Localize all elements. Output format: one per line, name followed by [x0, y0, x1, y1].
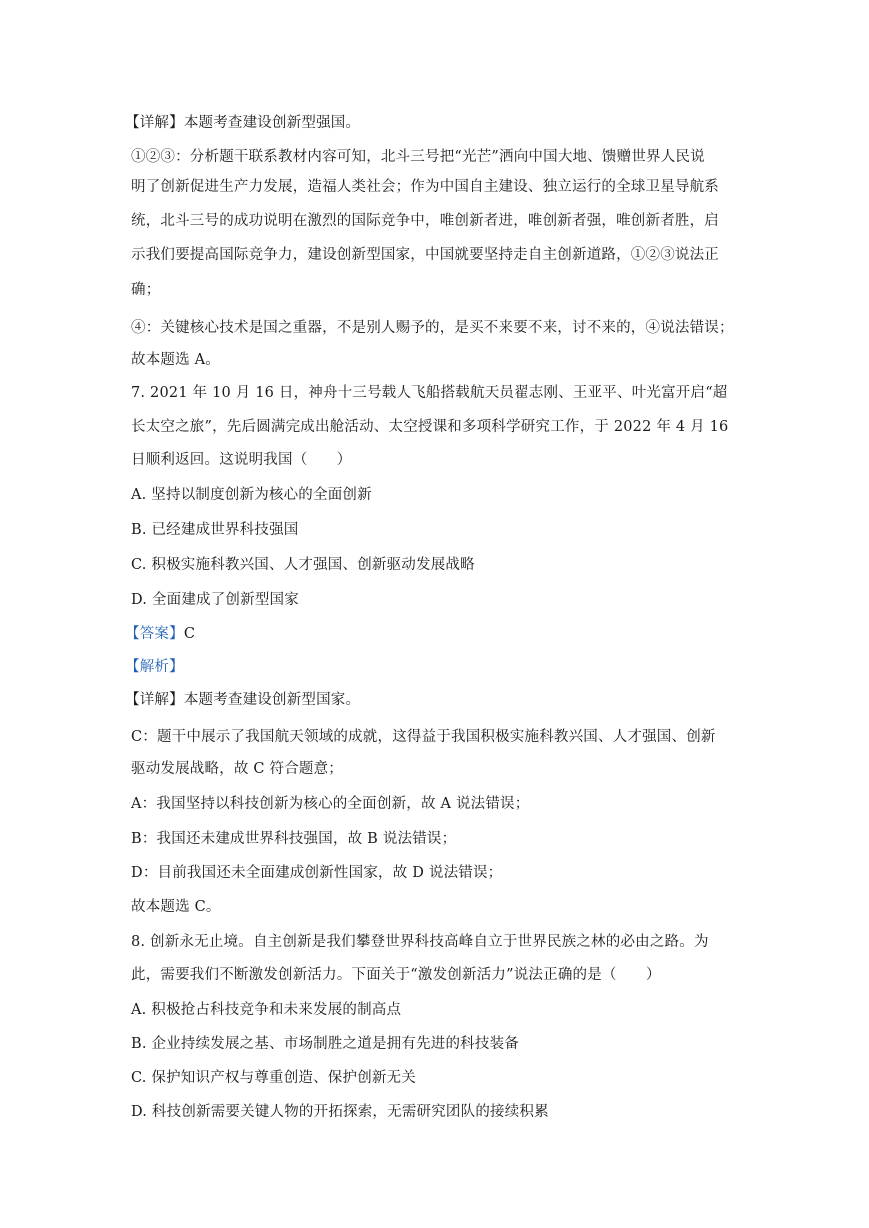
q8-option-a: A. 积极抢占科技竞争和未来发展的制高点: [131, 1002, 402, 1018]
q7-stem-line: 日顺利返回。这说明我国（ ）: [131, 452, 352, 468]
q8-stem-line: 此，需要我们不断激发创新活力。下面关于“激发创新活力”说法正确的是（ ）: [131, 967, 661, 983]
q6-detail-line: [125, 113, 741, 133]
q7-answer-line: [125, 624, 741, 644]
answer-label: 【答案】: [125, 626, 184, 642]
q7-option-c: C. 积极实施科教兴国、人才强国、创新驱动发展战略: [131, 557, 475, 573]
q7-detail-line: [125, 690, 741, 710]
q7-explanation-line: 故本题选 C。: [131, 899, 221, 915]
q8-stem-line: 8. 创新永无止境。自主创新是我们攀登世界科技高峰自立于世界民族之林的必由之路。为: [131, 934, 709, 950]
q7-explanation-line: D：目前我国还未全面建成创新性国家，故 D 说法错误；: [131, 865, 503, 881]
q7-explanation-line: 驱动发展战略，故 C 符合题意；: [131, 761, 344, 777]
detail-text: 本题考查建设创新型强国。: [183, 115, 361, 131]
q7-stem-line: 7. 2021 年 10 月 16 日，神舟十三号载人飞船搭载航天员翟志刚、王亚平、叶光富开启“超: [131, 385, 728, 401]
q6-explanation-line: ①②③：分析题干联系教材内容可知，北斗三号把“光芒”洒向中国大地、馈赠世界人民说: [131, 149, 705, 165]
answer-value: C: [183, 626, 196, 642]
q7-stem-line: 长太空之旅”，先后圆满完成出舱活动、太空授课和多项科学研究工作，于 2022 年 4 月 16: [131, 419, 729, 435]
detail-label: 【详解】: [125, 115, 184, 131]
q7-option-d: D. 全面建成了创新型国家: [131, 592, 299, 608]
q6-explanation-line: 明了创新促进生产力发展，造福人类社会；作为中国自主建设、独立运行的全球卫星导航系: [131, 179, 719, 195]
detail-label: 【详解】: [125, 692, 184, 708]
q6-explanation-line: 故本题选 A。: [131, 352, 220, 368]
q6-explanation-line: 统，北斗三号的成功说明在激烈的国际竞争中，唯创新者进，唯创新者强，唯创新者胜，启: [131, 213, 719, 229]
q8-option-b: B. 企业持续发展之基、市场制胜之道是拥有先进的科技装备: [131, 1036, 519, 1052]
q8-option-c: C. 保护知识产权与尊重创造、保护创新无关: [131, 1070, 416, 1086]
analysis-label: 【解析】: [125, 659, 184, 675]
q6-explanation-line: 确；: [131, 282, 161, 298]
q8-option-d: D. 科技创新需要关键人物的开拓探索，无需研究团队的接续积累: [131, 1104, 549, 1120]
q7-analysis-line: [125, 657, 741, 677]
q7-explanation-line: B：我国还未建成世界科技强国，故 B 说法错误；: [131, 831, 457, 847]
q7-explanation-line: C：题干中展示了我国航天领域的成就，这得益于我国积极实施科教兴国、人才强国、创新: [131, 729, 716, 745]
q7-explanation-line: A：我国坚持以科技创新为核心的全面创新，故 A 说法错误；: [131, 796, 530, 812]
q6-explanation-line: ④：关键核心技术是国之重器，不是别人赐予的，是买不来要不来，讨不来的，④说法错误；: [131, 320, 734, 336]
detail-text: 本题考查建设创新型国家。: [183, 692, 361, 708]
q7-option-a: A. 坚持以制度创新为核心的全面创新: [131, 487, 372, 503]
q6-explanation-line: 示我们要提高国际竞争力，建设创新型国家，中国就要坚持走自主创新道路，①②③说法正: [131, 247, 719, 263]
q7-option-b: B. 已经建成世界科技强国: [131, 522, 299, 538]
